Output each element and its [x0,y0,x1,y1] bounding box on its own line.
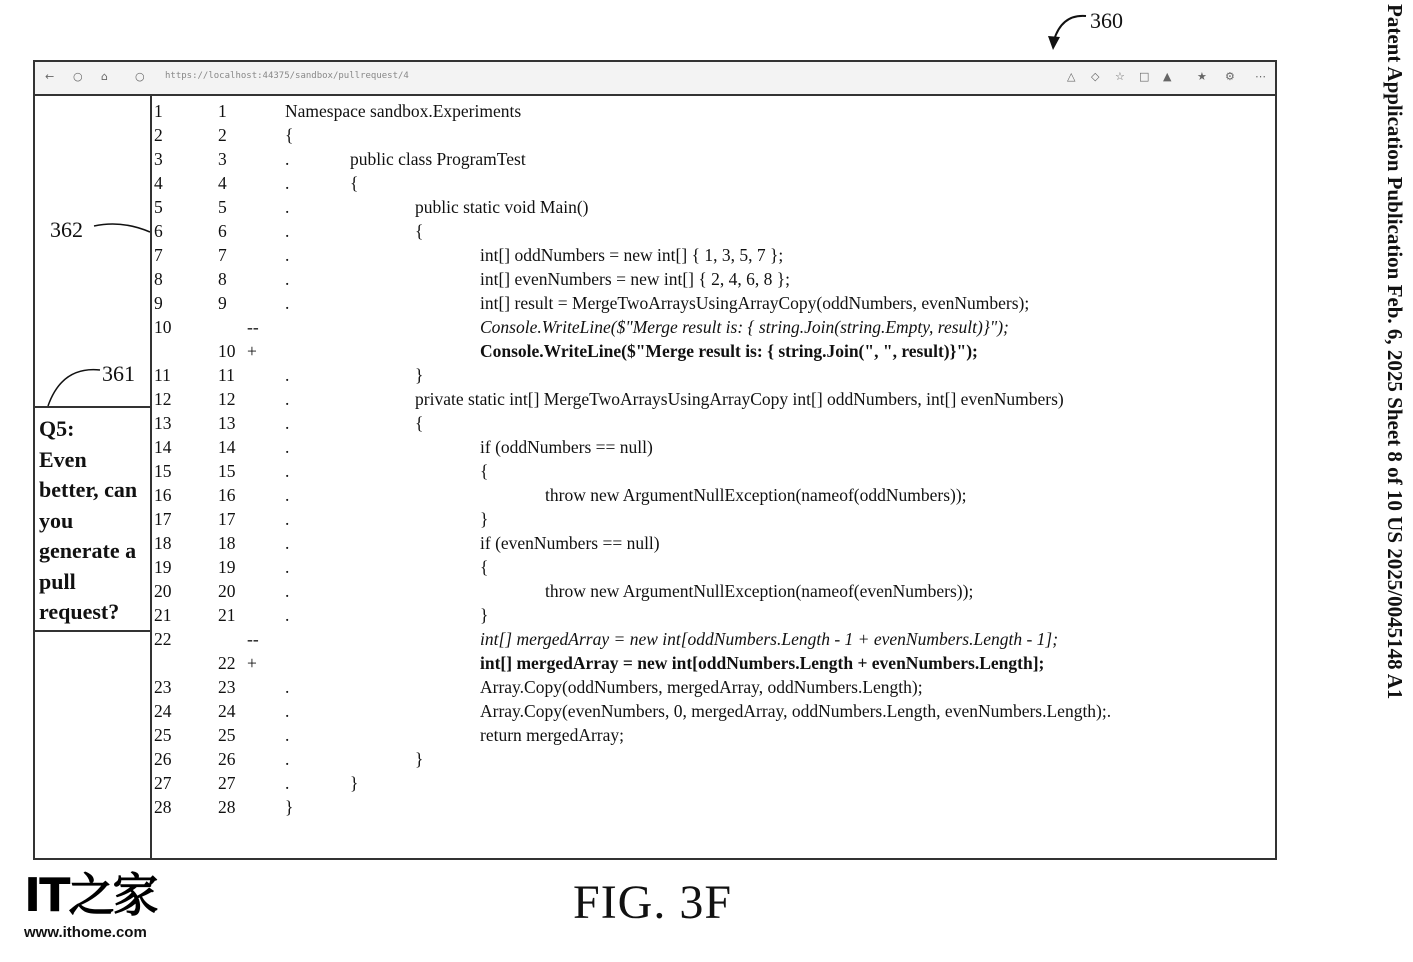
diff-marker: . [285,173,290,193]
code-text: int[] evenNumbers = new int[] { 2, 4, 6, 8 }; [480,269,791,289]
code-text: int[] mergedArray = new int[oddNumbers.Length + evenNumbers.Length]; [480,653,1045,673]
old-line-number: 9 [154,293,163,313]
diff-marker: -- [247,317,259,337]
question-label: Q5: [39,416,75,441]
patent-header-text: Patent Application Publication Feb. 6, 2025 Sheet 8 of 10 US 2025/0045148 A1 [1383,4,1407,700]
code-line [152,507,1275,531]
browser-toolbar [35,62,1275,96]
new-line-number: 6 [218,221,227,241]
code-line [152,243,1275,267]
code-text: private static int[] MergeTwoArraysUsingArrayCopy int[] oddNumbers, int[] evenNumbers) [415,389,1064,409]
code-line [152,555,1275,579]
old-line-number: 15 [154,461,172,481]
new-line-number: 4 [218,173,227,193]
code-text: { [480,557,489,577]
browser-window [33,60,1277,860]
settings-icon[interactable]: ⚙ [1225,70,1235,83]
code-line [152,147,1275,171]
code-line [152,171,1275,195]
diff-marker: . [285,269,290,289]
diff-marker: + [247,341,257,361]
code-text: throw new ArgumentNullException(nameof(oddNumbers)); [545,485,967,505]
favorites-icon[interactable]: ★ [1197,70,1207,83]
old-line-number: 20 [154,581,172,601]
new-line-number: 27 [218,773,236,793]
old-line-number: 16 [154,485,172,505]
new-line-number: 16 [218,485,236,505]
code-line [152,771,1275,795]
new-line-number: 5 [218,197,227,217]
code-line [152,627,1275,651]
refresh-icon[interactable]: ⌂ [101,70,108,83]
zoom-icon[interactable]: ◇ [1091,70,1100,83]
diff-marker: . [285,581,290,601]
code-text: { [415,221,424,241]
diff-marker: . [285,725,290,745]
old-line-number: 6 [154,221,163,241]
diff-marker: . [285,773,290,793]
code-text: } [350,773,359,793]
reader-icon[interactable]: △ [1067,70,1076,83]
figure-caption: FIG. 3F [573,876,733,929]
code-line [152,411,1275,435]
code-text: Console.WriteLine($"Merge result is: { string.Join(", ", result)}"); [480,341,978,361]
diff-marker: . [285,677,290,697]
url-bar[interactable]: https://localhost:44375/sandbox/pullrequest/4 [165,71,409,81]
code-line [152,387,1275,411]
code-line [152,483,1275,507]
new-line-number: 15 [218,461,236,481]
diff-marker: . [285,701,290,721]
old-line-number: 3 [154,149,163,169]
old-line-number: 21 [154,605,172,625]
new-line-number: 8 [218,269,227,289]
old-line-number: 28 [154,797,172,817]
ref-numeral-360: 360 [1090,8,1123,33]
new-line-number: 1 [218,101,227,121]
diff-marker: . [285,413,290,433]
old-line-number: 11 [154,365,171,385]
old-line-number: 27 [154,773,172,793]
code-text: Array.Copy(oddNumbers, mergedArray, oddNumbers.Length); [480,677,923,697]
new-line-number: 20 [218,581,236,601]
new-line-number: 26 [218,749,236,769]
old-line-number: 12 [154,389,172,409]
new-line-number: 22 [218,653,236,673]
new-line-number: 12 [218,389,236,409]
bookmark-icon[interactable]: ☆ [1115,70,1125,83]
code-text: { [350,173,359,193]
code-line [152,579,1275,603]
code-text: Console.WriteLine($"Merge result is: { string.Join(string.Empty, result)}"); [480,317,1009,337]
new-line-number: 9 [218,293,227,313]
diff-marker: . [285,533,290,553]
code-text: return mergedArray; [480,725,624,745]
code-line [152,99,1275,123]
code-text: throw new ArgumentNullException(nameof(evenNumbers)); [545,581,974,601]
ithome-logo [24,870,157,941]
old-line-number: 4 [154,173,163,193]
old-line-number: 17 [154,509,172,529]
code-text: } [480,509,489,529]
code-text: } [415,749,424,769]
old-line-number: 5 [154,197,163,217]
new-line-number: 25 [218,725,236,745]
code-line [152,123,1275,147]
code-text: Namespace sandbox.Experiments [285,101,522,121]
code-text: if (oddNumbers == null) [480,437,653,457]
code-line [152,339,1275,363]
code-text: { [480,461,489,481]
diff-marker: . [285,149,290,169]
new-line-number: 3 [218,149,227,169]
old-line-number: 7 [154,245,163,265]
old-line-number: 25 [154,725,172,745]
chat-sidebar [35,96,152,858]
code-text: int[] oddNumbers = new int[] { 1, 3, 5, 7 }; [480,245,784,265]
code-line [152,219,1275,243]
diff-marker: . [285,557,290,577]
code-line [152,699,1275,723]
new-line-number: 21 [218,605,236,625]
diff-marker: . [285,749,290,769]
old-line-number: 22 [154,629,172,649]
code-line [152,435,1275,459]
code-text: { [285,125,294,145]
new-line-number: 7 [218,245,227,265]
diff-marker: + [247,653,257,673]
old-line-number: 13 [154,413,172,433]
code-line [152,531,1275,555]
new-line-number: 17 [218,509,236,529]
diff-marker: . [285,605,290,625]
code-text: public static void Main() [415,197,589,217]
share-icon[interactable]: □ [1139,70,1150,83]
code-line [152,363,1275,387]
extensions-icon[interactable]: ▲ [1163,70,1172,83]
diff-marker: . [285,221,290,241]
old-line-number: 10 [154,317,172,337]
ithome-logo-mark: IT之家 [24,868,157,922]
new-line-number: 24 [218,701,236,721]
code-line [152,747,1275,771]
old-line-number: 8 [154,269,163,289]
code-line [152,459,1275,483]
new-line-number: 28 [218,797,236,817]
ref-360-arrow-icon [1040,10,1090,50]
question-card[interactable] [35,406,150,632]
code-line [152,723,1275,747]
more-icon[interactable]: ⋯ [1255,70,1266,83]
code-text: { [415,413,424,433]
code-text: } [415,365,424,385]
ref-numeral-361: 361 [102,361,135,386]
question-text [39,414,147,628]
old-line-number: 23 [154,677,172,697]
code-line [152,603,1275,627]
new-line-number: 14 [218,437,236,457]
code-line [152,315,1275,339]
code-text: if (evenNumbers == null) [480,533,660,553]
diff-marker: . [285,485,290,505]
diff-marker: . [285,197,290,217]
home-icon[interactable]: ○ [135,70,145,83]
forward-icon[interactable]: ○ [73,70,83,83]
old-line-number: 2 [154,125,163,145]
diff-marker: -- [247,629,259,649]
ithome-logo-url: www.ithome.com [24,924,147,941]
diff-marker: . [285,245,290,265]
old-line-number: 24 [154,701,172,721]
patent-side-header [1361,0,1413,962]
diff-marker: . [285,293,290,313]
diff-marker: . [285,389,290,409]
new-line-number: 11 [218,365,235,385]
code-diff-panel [152,96,1275,858]
old-line-number: 1 [154,101,163,121]
question-body: Even better, can you generate a pull request? [39,446,138,624]
code-line [152,675,1275,699]
diff-marker: . [285,509,290,529]
new-line-number: 10 [218,341,236,361]
new-line-number: 2 [218,125,227,145]
old-line-number: 26 [154,749,172,769]
code-text: int[] mergedArray = new int[oddNumbers.Length - 1 + evenNumbers.Length - 1]; [480,629,1059,649]
code-text: int[] result = MergeTwoArraysUsingArrayCopy(oddNumbers, evenNumbers); [480,293,1030,313]
old-line-number: 18 [154,533,172,553]
ref-numeral-362: 362 [50,217,83,242]
code-line [152,195,1275,219]
back-icon[interactable]: ← [45,70,55,83]
new-line-number: 13 [218,413,236,433]
diff-marker: . [285,437,290,457]
code-line [152,795,1275,819]
old-line-number: 14 [154,437,172,457]
code-line [152,267,1275,291]
code-text: } [285,797,294,817]
diff-marker: . [285,461,290,481]
code-text: Array.Copy(evenNumbers, 0, mergedArray, oddNumbers.Length, evenNumbers.Length);. [480,701,1112,721]
code-line [152,651,1275,675]
diff-marker: . [285,365,290,385]
old-line-number: 19 [154,557,172,577]
code-text: public class ProgramTest [350,149,526,169]
new-line-number: 18 [218,533,236,553]
code-text: } [480,605,489,625]
new-line-number: 19 [218,557,236,577]
new-line-number: 23 [218,677,236,697]
code-line [152,291,1275,315]
